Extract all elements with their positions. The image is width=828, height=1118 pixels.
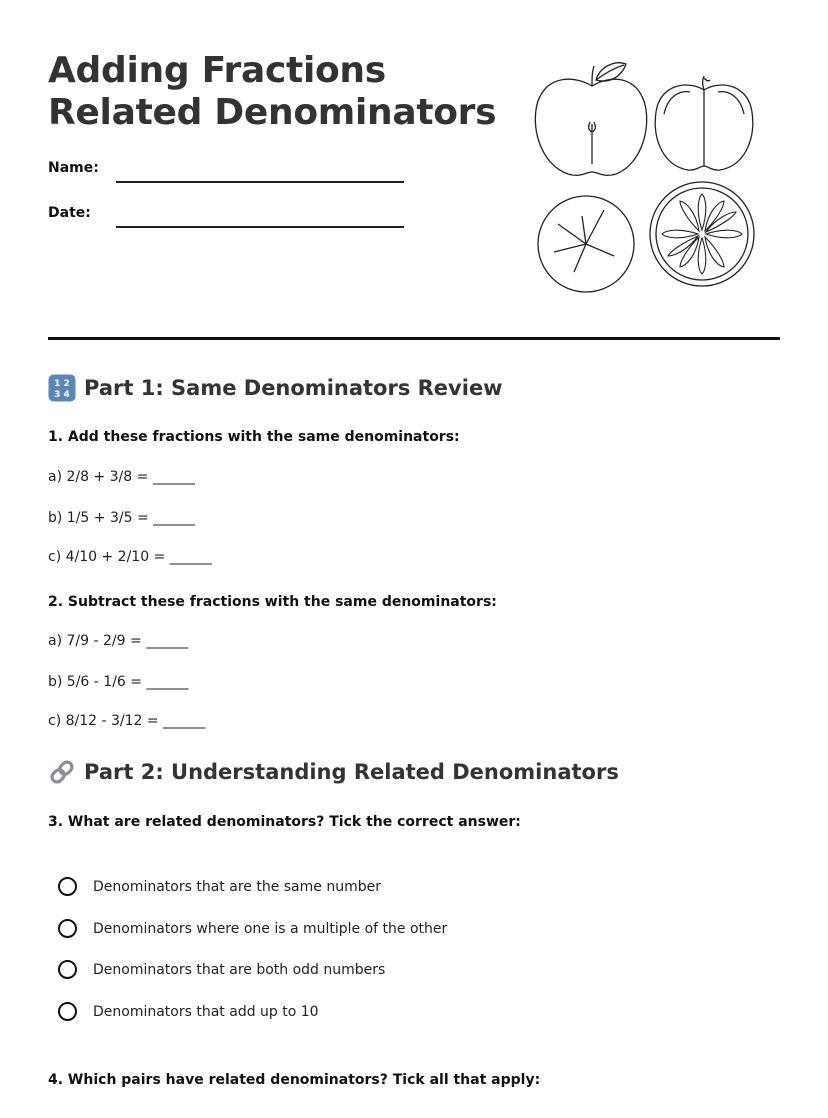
section-divider xyxy=(48,337,780,340)
question-2a: a) 7/9 - 2/9 = ______ xyxy=(48,633,189,649)
option-same-number[interactable] xyxy=(58,877,381,896)
option-label: Denominators that are the same number xyxy=(93,878,381,895)
radio-button[interactable] xyxy=(58,919,77,938)
orange-icon xyxy=(538,196,634,292)
worksheet-title xyxy=(48,50,496,134)
numbers-1234-icon xyxy=(48,374,76,402)
question-2c: c) 8/12 - 3/12 = ______ xyxy=(48,713,206,729)
option-multiple[interactable] xyxy=(58,919,447,938)
link-icon xyxy=(48,758,76,786)
date-line[interactable] xyxy=(116,226,404,228)
question-1c: c) 4/10 + 2/10 = ______ xyxy=(48,549,212,565)
question-3-prompt: 3. What are related denominators? Tick the correct answer: xyxy=(48,814,521,830)
option-label: Denominators that are both odd numbers xyxy=(93,961,386,978)
option-label: Denominators where one is a multiple of the other xyxy=(93,920,448,937)
apple-icon xyxy=(535,63,646,176)
option-both-odd[interactable] xyxy=(58,960,385,979)
option-add-to-10[interactable] xyxy=(58,1002,319,1021)
radio-button[interactable] xyxy=(58,877,77,896)
question-2b: b) 5/6 - 1/6 = ______ xyxy=(48,674,189,690)
part1-heading xyxy=(48,374,503,402)
date-label: Date: xyxy=(48,205,91,221)
part2-heading xyxy=(48,758,619,786)
part2-heading-text: Part 2: Understanding Related Denominators xyxy=(84,760,619,784)
question-4-prompt: 4. Which pairs have related denominators? Tick all that apply: xyxy=(48,1072,541,1088)
title-line-2: Related Denominators xyxy=(48,92,497,133)
radio-button[interactable] xyxy=(58,1002,77,1021)
option-label: Denominators that add up to 10 xyxy=(93,1003,319,1020)
svg-text:3 4: 3 4 xyxy=(54,390,70,400)
name-label: Name: xyxy=(48,160,99,176)
radio-button[interactable] xyxy=(58,960,77,979)
question-1a: a) 2/8 + 3/8 = ______ xyxy=(48,469,195,485)
question-2-prompt: 2. Subtract these fractions with the same denominators: xyxy=(48,594,497,610)
question-1-prompt: 1. Add these fractions with the same denominators: xyxy=(48,429,460,445)
fruit-fractions-illustration xyxy=(528,56,764,296)
title-line-1: Adding Fractions xyxy=(48,50,386,91)
part1-heading-text: Part 1: Same Denominators Review xyxy=(84,376,503,400)
question-1b: b) 1/5 + 3/5 = ______ xyxy=(48,510,196,526)
svg-text:1 2: 1 2 xyxy=(54,379,70,389)
apple-half-icon xyxy=(655,76,753,170)
orange-slice-icon xyxy=(650,182,754,286)
name-line[interactable] xyxy=(116,181,404,183)
